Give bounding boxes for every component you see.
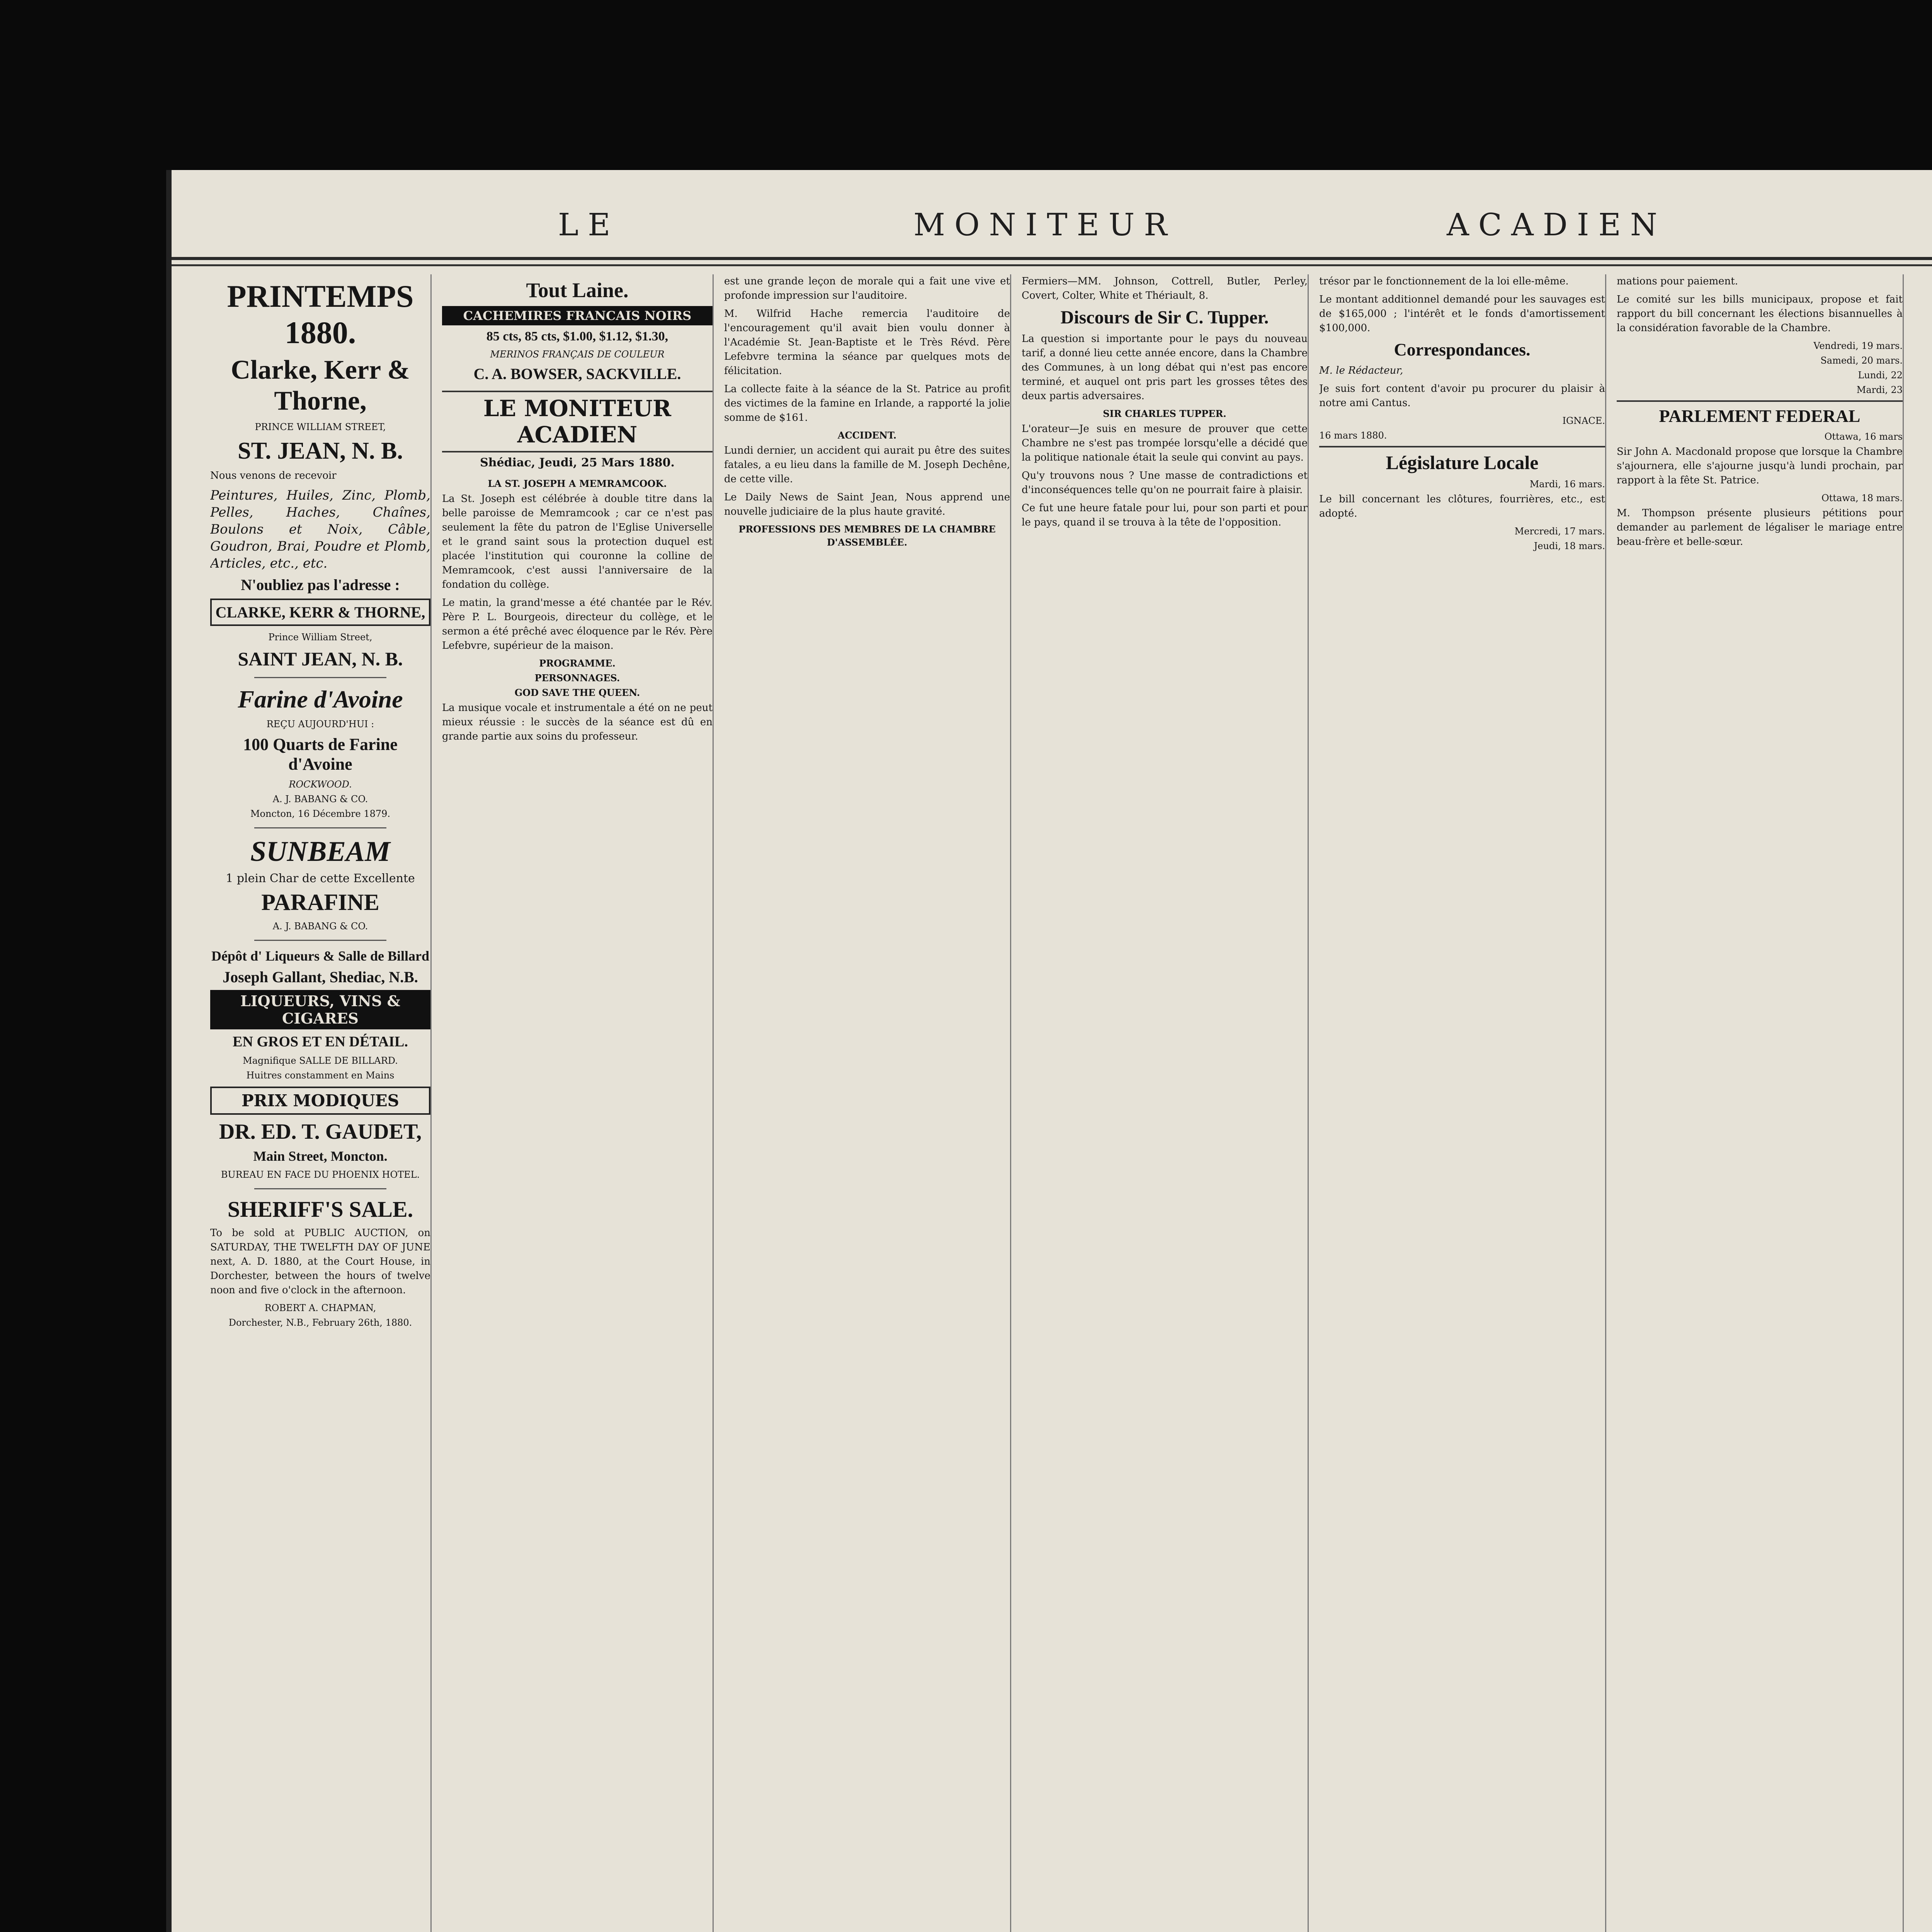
tupper-p3: Qu'y trouvons nous ? Une masse de contradictions et d'inconséquences telle qu'on ne pourrait faire à plaisir. (1022, 470, 1308, 496)
cachemires-prices: 85 cts, 85 cts, $1.00, $1.12, $1.30, (486, 329, 668, 344)
tupper-subhead: SIR CHARLES TUPPER. (1103, 408, 1226, 419)
masthead (172, 199, 1932, 260)
paraffine-heading: PARAFINE (261, 889, 379, 915)
programme-heading: PROGRAMME. (539, 658, 616, 669)
vendredi: Vendredi, 19 mars. (1813, 340, 1903, 351)
depot-heading: Dépôt d' Liqueurs & Salle de Billard (211, 948, 430, 964)
letter-signature: IGNACE. (1562, 415, 1605, 426)
divider (254, 1188, 386, 1189)
lundi: Lundi, 22 (1858, 370, 1903, 381)
farine-quarts: 100 Quarts de Farine d'Avoine (243, 735, 398, 774)
bowser-name: C. A. BOWSER, SACKVILLE. (473, 365, 681, 383)
goods-list: Peintures, Huiles, Zinc, Plomb, Pelles, Haches, Chaînes, Boulons et Noix, Câble, Goudron, Brai, Poudre et Plomb, Articles, etc., etc. (210, 488, 430, 571)
col6-p3: Sir John A. Macdonald propose que lorsque la Chambre s'ajournera, elle s'ajourne jusqu'à lundi prochain, par rapport à la fête St. Patrice. (1617, 446, 1903, 486)
tupper-heading: Discours de Sir C. Tupper. (1060, 307, 1269, 328)
sunbeam-heading: SUNBEAM (250, 836, 390, 867)
fermiers: Fermiers—MM. Johnson, Cottrell, Butler, Perley, Covert, Colter, White et Thériault, 8. (1022, 276, 1308, 301)
prix-modiques: PRIX MODIQUES (210, 1087, 430, 1115)
column-advertisements (210, 274, 432, 1932)
mardi-23: Mardi, 23 (1856, 384, 1903, 395)
col6-p4: M. Thompson présente plusieurs pétitions pour demander au parlement de légaliser le mariage entre beau-frère et belle-sœur. (1617, 507, 1903, 548)
huitres: Huitres constamment en Mains (246, 1070, 395, 1081)
ckt-name: CLARKE, KERR & THORNE, (215, 604, 425, 621)
col6-p2: Le comité sur les bills municipaux, propose et fait rapport du bill concernant les élections bisannuelles à la considération favorable de la Chambre. (1617, 294, 1903, 334)
billard: Magnifique SALLE DE BILLARD. (243, 1055, 398, 1066)
stjoseph-p1: La St. Joseph est célébrée à double titre dans la belle paroisse de Memramcook ; car ce n'est pas seulement la fête du patron de l'Eglise Universelle et le grand saint sous la protection duquel est placée l'institution qui couronne la colline de Memramcook, c'est aussi l'anniversaire de la fondation du collège. (442, 493, 713, 590)
merinos: MERINOS FRANÇAIS DE COULEUR (490, 349, 665, 360)
accident-heading: ACCIDENT. (837, 430, 897, 441)
babang-2: A. J. BABANG & CO. (272, 921, 368, 932)
tupper-p4: Ce fut une heure fatale pour lui, pour son parti et pour le pays, quand il se trouva à la tête de l'opposition. (1022, 502, 1308, 528)
gallant-name: Joseph Gallant, Shediac, N.B. (223, 968, 418, 986)
col5-p2: Le montant additionnel demandé pour les sauvages est de $165,000 ; l'intérêt et le fonds d'amortissement $100,000. (1319, 294, 1605, 334)
column-4 (1022, 274, 1309, 1932)
tout-laine: Tout Laine. (526, 279, 629, 302)
column-3 (724, 274, 1011, 1932)
tupper-p2: L'orateur—Je suis en mesure de prouver que cette Chambre ne s'est pas trompée lorsqu'elle a décidé que la politique nationale était la seule qui convint au pays. (1022, 423, 1308, 463)
liqueurs-banner: LIQUEURS, VINS & CIGARES (210, 990, 430, 1029)
daily-news: Le Daily News de Saint Jean, Nous apprend une nouvelle judiciaire de la plus haute gravité. (724, 492, 1010, 517)
ckt-city: SAINT JEAN, N. B. (238, 648, 403, 670)
col5-p3: Je suis fort content d'avoir pu procurer du plaisir à notre ami Cantus. (1319, 383, 1605, 409)
stjoseph-p3: La musique vocale et instrumentale a été on ne peut mieux réussie : le succès de la séance est dû en grande partie aux soins du professeur. (442, 702, 713, 742)
firm-city: ST. JEAN, N. B. (238, 438, 403, 464)
masthead-le: LE (558, 207, 620, 243)
parlement-heading: PARLEMENT FEDERAL (1617, 400, 1903, 426)
professions-heading: PROFESSIONS DES MEMBRES DE LA CHAMBRE D'ASSEMBLÉE. (738, 524, 996, 548)
mercredi: Mercredi, 17 mars. (1514, 526, 1605, 537)
col5-p1: trésor par le fonctionnement de la loi elle-même. (1319, 276, 1569, 287)
sunbeam-plein: 1 plein Char de cette Excellente (226, 872, 415, 885)
ckt-box (210, 599, 430, 626)
printemps-heading: PRINTEMPS 1880. (227, 279, 414, 350)
gaudet-bureau: BUREAU EN FACE DU PHOENIX HOTEL. (221, 1169, 420, 1180)
col5-p4: Le bill concernant les clôtures, fourrières, etc., est adopté. (1319, 493, 1605, 519)
mardi: Mardi, 16 mars. (1529, 479, 1605, 490)
redacteur: M. le Rédacteur, (1319, 365, 1403, 376)
address-reminder: N'oubliez pas l'adresse : (241, 576, 400, 594)
sheriff-signature: ROBERT A. CHAPMAN, (264, 1303, 376, 1313)
farine-heading: Farine d'Avoine (238, 685, 403, 713)
column-6 (1617, 274, 1904, 1932)
ad-intro: Nous venons de recevoir (210, 470, 337, 481)
paper-title: LE MONITEUR ACADIEN (442, 391, 713, 452)
farine-recu: REÇU AUJOURD'HUI : (266, 719, 374, 730)
column-2 (442, 274, 714, 1932)
col6-p1: mations pour paiement. (1617, 276, 1738, 287)
newspaper-page (166, 170, 1932, 1932)
legislature-heading: Législature Locale (1319, 446, 1605, 474)
gaudet-name: DR. ED. T. GAUDET, (219, 1120, 422, 1144)
personnages-heading: PERSONNAGES. (534, 672, 620, 684)
farine-rockwood: ROCKWOOD. (289, 779, 352, 790)
ckt-street: Prince William Street, (268, 632, 372, 643)
divider (254, 677, 386, 678)
col3-p2: M. Wilfrid Hache remercia l'auditoire de l'encouragement qu'il avait bien voulu donner à l'Académie St. Jean-Baptiste et le Très Révd. Père Lefebvre termina la séance par quelques mots de félicitation. (724, 308, 1010, 377)
correspondances-heading: Correspondances. (1394, 340, 1531, 359)
tupper-p1: La question si importante pour le pays du nouveau tarif, a donné lieu cette année encore, dans la Chambre des Communes, à un long débat qui n'est pas encore terminé, et auquel ont pris part les grosses têtes des deux partis adversaires. (1022, 333, 1308, 402)
collecte: La collecte faite à la séance de la St. Patrice au profit des victimes de la famine en Irlande, a rapporté la jolie somme de $161. (724, 383, 1010, 423)
letter-date: 16 mars 1880. (1319, 430, 1387, 441)
god-save-queen: GOD SAVE THE QUEEN. (514, 687, 640, 698)
column-5 (1319, 274, 1606, 1932)
dateline: Shédiac, Jeudi, 25 Mars 1880. (480, 456, 675, 469)
sheriff-date: Dorchester, N.B., February 26th, 1880. (228, 1317, 412, 1328)
divider (254, 827, 386, 828)
ottawa-16: Ottawa, 16 mars (1824, 431, 1903, 442)
divider (254, 940, 386, 941)
gros-detail: EN GROS ET EN DÉTAIL. (233, 1034, 408, 1050)
stjoseph-heading: LA ST. JOSEPH A MEMRAMCOOK. (488, 478, 667, 489)
masthead-moniteur: MONITEUR (913, 207, 1177, 243)
jeudi: Jeudi, 18 mars. (1534, 541, 1605, 551)
babang-1: A. J. BABANG & CO. (272, 794, 368, 804)
ottawa-18: Ottawa, 18 mars. (1821, 493, 1903, 503)
samedi: Samedi, 20 mars. (1820, 355, 1903, 366)
col3-p1: est une grande leçon de morale qui a fait une vive et profonde impression sur l'auditoire. (724, 276, 1010, 301)
firm-street: PRINCE WILLIAM STREET, (255, 422, 386, 432)
moncton-date: Moncton, 16 Décembre 1879. (250, 808, 391, 819)
stjoseph-p2: Le matin, la grand'messe a été chantée par le Rév. Père P. L. Bourgeois, directeur du collège, et le sermon a été prêché avec éloquence par le Rév. Père Lefebvre, supérieur de la maison. (442, 597, 713, 651)
masthead-rule (172, 264, 1932, 266)
sheriff-heading: SHERIFF'S SALE. (227, 1197, 413, 1222)
firm-name: Clarke, Kerr & Thorne, (231, 355, 410, 416)
cachemires-banner: CACHEMIRES FRANCAIS NOIRS (442, 306, 713, 325)
masthead-acadien: ACADIEN (1447, 207, 1667, 243)
accident-text: Lundi dernier, un accident qui aurait pu être des suites fatales, a eu lieu dans la famille de M. Joseph Dechêne, de cette ville. (724, 445, 1010, 485)
gaudet-street: Main Street, Moncton. (253, 1148, 388, 1164)
sheriff-text: To be sold at PUBLIC AUCTION, on SATURDAY, THE TWELFTH DAY OF JUNE next, A. D. 1880, at the Court House, in Dorchester, between the hours of twelve noon and five o'clock in the afternoon. (210, 1227, 430, 1296)
